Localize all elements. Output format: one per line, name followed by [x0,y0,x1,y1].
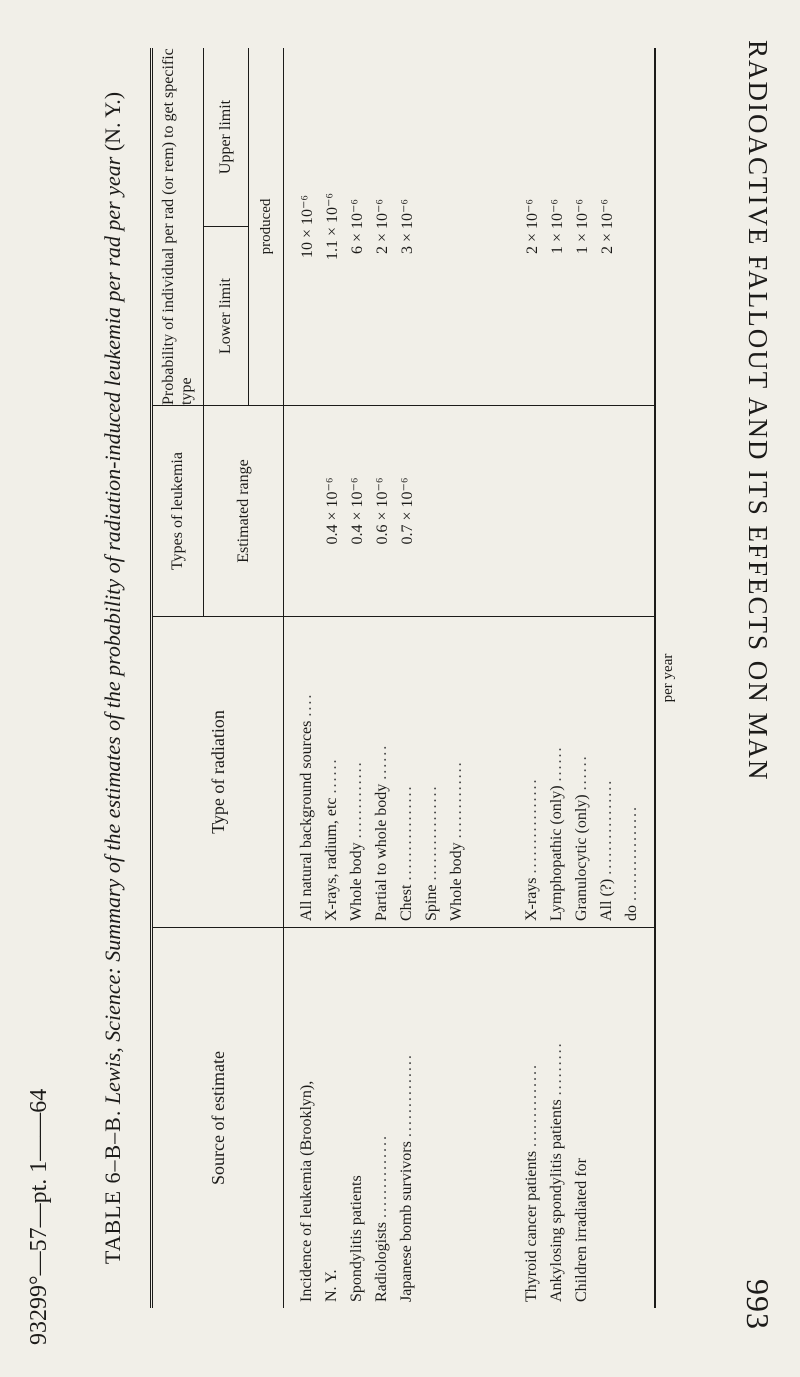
table-body [284,48,654,1308]
column-source [284,927,654,1308]
rotated-table-block [100,48,700,1308]
table-cell: 1 × 10⁻⁶ [548,198,566,255]
column-upper-limit [284,48,654,405]
table-cell: Lymphopathic (only) ...... [547,745,565,921]
table-cell: 0.6 × 10⁻⁶ [373,477,391,545]
header-probability-label: Probability of individual per rad (or rem) to get specific type [153,48,204,405]
table-cell: All (?) ................ [597,778,615,921]
unit-note: per year [660,653,676,703]
table-cell: do ................ [622,805,640,921]
table-cell: X-rays, radium, etc ...... [322,757,340,921]
table-cell: Whole body ............. [347,760,365,921]
table-cell: Ankylosing spondylitis patients ......... [547,1041,565,1302]
table-cell: N. Y. [322,1269,340,1302]
running-header-title: RADIOACTIVE FALLOUT AND ITS EFFECTS ON MAN [743,40,774,782]
print-code: 93299°—57—pt. 1——64 [26,1088,52,1345]
table-cell: Whole body ............. [447,760,465,921]
header-types-leukemia [153,405,283,616]
table-cell: 1.1 × 10⁻⁶ [323,192,341,261]
table-cell: 0.4 × 10⁻⁶ [323,477,341,545]
table-cell: Chest ................ [397,784,415,921]
table-cell: Radiologists .............. [372,1133,390,1302]
header-probability [153,48,283,405]
header-type-radiation: Type of radiation [153,616,283,927]
table-header [153,48,284,1308]
header-lower-limit: Lower limit [204,226,248,405]
table-cell: Children irradiated for [572,1158,590,1302]
table-cell: Partial to whole body ...... [372,743,390,921]
table-cell: 3 × 10⁻⁶ [398,198,416,255]
table-cell: 10 × 10⁻⁶ [298,194,316,259]
header-upper-limit: Upper limit [217,99,234,175]
table-cell: Incidence of leukemia (Brooklyn), [297,1080,315,1302]
data-table [150,48,656,1308]
table-cell: Spine ................ [422,784,440,921]
header-types-leukemia-label: Types of leukemia [153,406,204,616]
table-cell: 2 × 10⁻⁶ [523,198,541,255]
table-cell: 0.4 × 10⁻⁶ [348,477,366,545]
table-cell: Thyroid cancer patients .............. [522,1062,540,1302]
table-author: Lewis, Science: [100,967,125,1105]
table-cell: Granulocytic (only) ...... [572,754,590,921]
table-cell: 2 × 10⁻⁶ [598,198,616,255]
header-types-leukemia-sub: Estimated range [234,459,252,563]
column-type-radiation [284,616,654,927]
table-cell: 0.7 × 10⁻⁶ [398,477,416,545]
table-caption [100,48,126,1308]
table-cell: Japanese bomb survivors .............. [397,1053,415,1302]
table-cell: 1 × 10⁻⁶ [573,198,591,255]
table-cell: Spondylitis patients [347,1175,365,1302]
table-number: TABLE 6–B–B. [100,1109,125,1265]
running-header [738,40,778,1330]
header-probability-sub: produced [248,48,283,405]
table-caption-text: Summary of the estimates of the probability of radiation-induced leukemia per rad per year [100,156,125,962]
table-cell: 2 × 10⁻⁶ [373,198,391,255]
table-cell: All natural background sources .... [297,692,315,921]
header-source: Source of estimate [153,927,283,1308]
table-cell [519,406,544,616]
table-cell: 6 × 10⁻⁶ [348,198,366,255]
table-caption-sub: (N. Y.) [100,91,125,152]
column-lower-limit [284,405,654,616]
table-cell: X-rays ................ [522,777,540,921]
page-number: 993 [740,1279,777,1330]
